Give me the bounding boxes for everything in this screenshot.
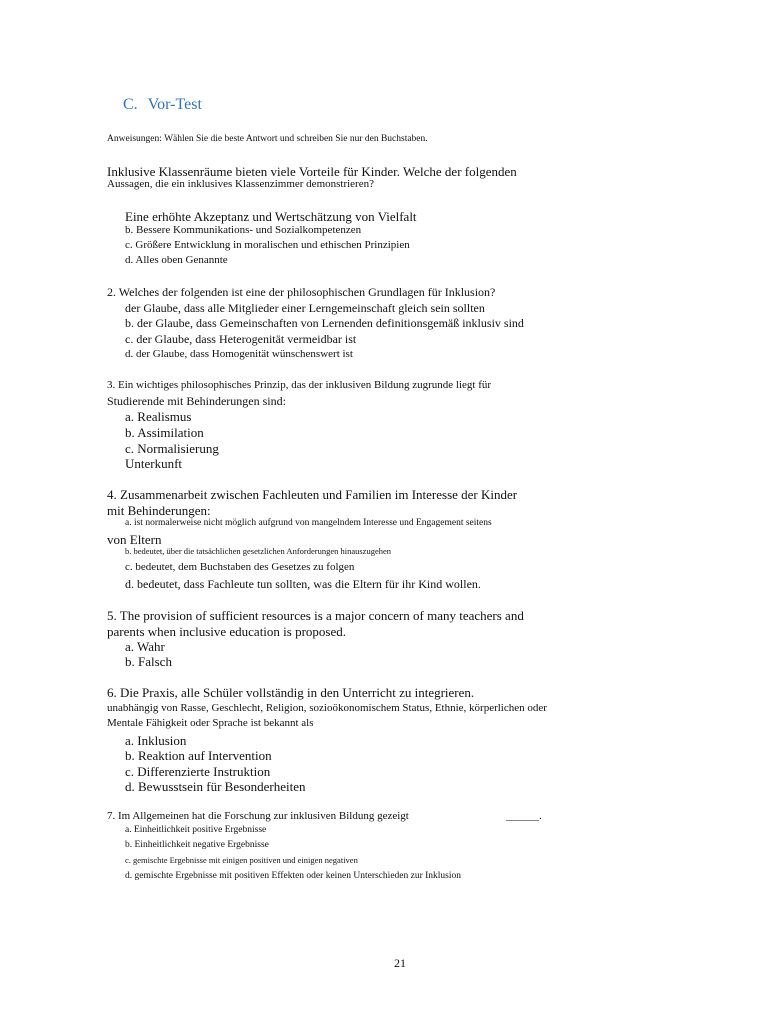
q6-option-a: a. Inklusion [125, 733, 187, 748]
q4-option-a: a. ist normalerweise nicht möglich aufgrund von mangelndem Interesse und Engagement seitens [125, 518, 492, 528]
q6-option-c: c. Differenzierte Instruktion [125, 764, 271, 779]
q2-option-d: d. der Glaube, dass Homogenität wünschenswert ist [125, 348, 353, 360]
q4-option-c: c. bedeutet, dem Buchstaben des Gesetzes zu folgen [125, 561, 355, 573]
q7-answer-blank: ______. [506, 810, 542, 822]
section-heading [123, 97, 202, 113]
q4-line1: 4. Zusammenarbeit zwischen Fachleuten und Familien im Interesse der Kinder [107, 487, 518, 502]
q4-option-b: b. bedeutet, über die tatsächlichen gesetzlichen Anforderungen hinauszugehen [125, 546, 391, 556]
section-title: Vor-Test [147, 96, 202, 113]
q1-line1: Inklusive Klassenräume bieten viele Vorteile für Kinder. Welche der folgenden [107, 164, 517, 179]
q1-line2: Aussagen, die ein inklusives Klassenzimmer demonstrieren? [107, 178, 374, 190]
q4-option-d: d. bedeutet, dass Fachleute tun sollten, was die Eltern für ihr Kind wollen. [125, 577, 481, 591]
q1-option-c: c. Größere Entwicklung in moralischen und ethischen Prinzipien [125, 239, 410, 251]
q2-option-b: b. der Glaube, dass Gemeinschaften von Lernenden definitionsgemäß inklusiv sind [125, 316, 524, 330]
q4-line2: mit Behinderungen: [107, 503, 211, 518]
q6-line3: Mentale Fähigkeit oder Sprache ist bekannt als [107, 717, 314, 729]
instructions: Anweisungen: Wählen Sie die beste Antwort und schreiben Sie nur den Buchstaben. [107, 134, 428, 144]
q3-line1: 3. Ein wichtiges philosophisches Prinzip, das der inklusiven Bildung zugrunde liegt für [107, 379, 492, 391]
q7-option-d: d. gemischte Ergebnisse mit positiven Effekten oder keinen Unterschieden zur Inklusion [125, 871, 462, 881]
q7-option-b: b. Einheitlichkeit negative Ergebnisse [125, 840, 269, 850]
q2-line1: 2. Welches der folgenden ist eine der philosophischen Grundlagen für Inklusion? [107, 285, 496, 299]
q1-option-a: Eine erhöhte Akzeptanz und Wertschätzung von Vielfalt [125, 209, 417, 224]
q6-option-b: b. Reaktion auf Intervention [125, 748, 272, 763]
q3-option-c: c. Normalisierung [125, 441, 219, 456]
q1-option-d: d. Alles oben Genannte [125, 254, 228, 266]
q3-line2: Studierende mit Behinderungen sind: [107, 394, 286, 408]
q2-option-a: der Glaube, dass alle Mitglieder einer Lerngemeinschaft gleich sein sollten [125, 301, 485, 315]
q5-option-b: b. Falsch [125, 654, 172, 669]
q7-line1: 7. Im Allgemeinen hat die Forschung zur inklusiven Bildung gezeigt [107, 810, 409, 822]
q3-option-a: a. Realismus [125, 409, 192, 424]
q5-option-a: a. Wahr [125, 639, 165, 654]
q4-option-a-cont: von Eltern [107, 532, 162, 547]
q2-option-c: c. der Glaube, dass Heterogenität vermeidbar ist [125, 332, 357, 346]
page-number: 21 [394, 956, 406, 970]
q1-option-b: b. Bessere Kommunikations- und Sozialkompetenzen [125, 224, 362, 236]
q5-line1: 5. The provision of sufficient resources is a major concern of many teachers and [107, 608, 524, 623]
q7-option-a: a. Einheitlichkeit positive Ergebnisse [125, 825, 267, 835]
q7-option-c: c. gemischte Ergebnisse mit einigen positiven und einigen negativen [125, 855, 358, 865]
q5-line2: parents when inclusive education is proposed. [107, 624, 346, 639]
q3-option-d: Unterkunft [125, 456, 183, 471]
q3-option-b: b. Assimilation [125, 425, 204, 440]
q6-line1: 6. Die Praxis, alle Schüler vollständig in den Unterricht zu integrieren. [107, 685, 475, 700]
q6-option-d: d. Bewusstsein für Besonderheiten [125, 779, 306, 794]
q6-line2: unabhängig von Rasse, Geschlecht, Religion, sozioökonomischem Status, Ethnie, körperlichen oder [107, 702, 547, 714]
section-letter: C. [123, 96, 138, 113]
